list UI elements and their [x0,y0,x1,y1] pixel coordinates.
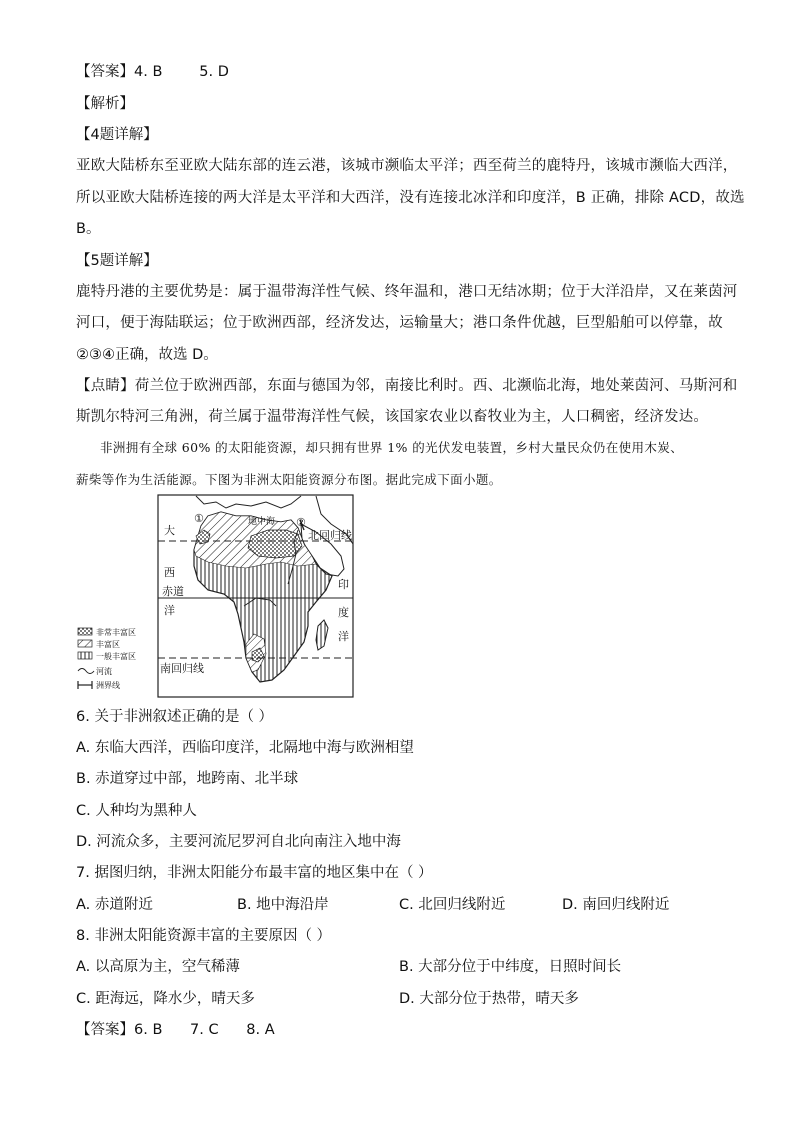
legend-label-very-rich: 非常丰富区 [96,628,136,637]
q8-option-c: C. 距海远，降水少，晴天多 [76,991,255,1007]
label-indian-2: 度 [338,606,349,619]
label-marker-1: ① [194,512,204,525]
q8-stem: 8. 非洲太阳能资源丰富的主要原因（ ） [76,928,332,944]
map-legend [78,627,136,690]
q6-option-c: C. 人种均为黑种人 [76,803,197,819]
legend-label-rich: 丰富区 [96,640,120,649]
legend-swatch-very-rich [78,628,92,635]
q7-stem: 7. 据图归纳，非洲太阳能分布最丰富的地区集中在（ ） [76,865,433,881]
q7-option-b: B. 地中海沿岸 [237,897,329,913]
legend-swatch-rich [78,640,92,647]
answer-text-2: 6. B 7. C 8. A [134,1022,275,1038]
answer-tag: 【答案】 [76,64,134,80]
analysis-title: 【解析】 [76,96,134,112]
q6-option-d: D. 河流众多，主要河流尼罗河自北向南注入地中海 [76,834,401,850]
legend-label-river: 河流 [96,667,112,676]
q4-line-2: 所以亚欧大陆桥连接的两大洋是太平洋和大西洋，没有连接北冰洋和印度洋，B 正确，排除 ACD，故选 [76,190,745,206]
label-atlantic-2: 西 [164,566,175,579]
label-tropic-north: 北回归线 [308,529,352,542]
label-atlantic-1: 大 [164,524,175,537]
label-mediterranean: 地中海 [248,517,276,527]
q7-option-a: A. 赤道附近 [76,897,153,913]
legend-swatch-river [78,669,94,674]
q8-option-a: A. 以高原为主，空气稀薄 [76,959,240,975]
q4-title: 【4题详解】 [76,127,158,143]
legend-label-general: 一般丰富区 [96,652,136,661]
label-atlantic-3: 洋 [164,604,175,617]
label-marker-2: ② [296,516,306,529]
africa-solar-map [76,494,356,699]
q5-line-2: 河口，便于海陆联运；位于欧洲西部，经济发达，运输量大；港口条件优越，巨型船舶可以停靠，故 [76,315,723,331]
label-tropic-south: 南回归线 [160,662,204,675]
tips-line-2: 斯凯尔特河三角洲，荷兰属于温带海洋性气候，该国家农业以畜牧业为主，人口稠密，经济发达。 [76,409,709,425]
q6-stem: 6. 关于非洲叙述正确的是（ ） [76,709,274,725]
answer-text: 4. B 5. D [134,64,229,80]
answer-line-1 [76,62,229,82]
label-indian-3: 洋 [338,630,349,643]
label-equator: 赤道 [162,585,184,598]
answer-line-2 [76,1020,275,1040]
legend-label-boundary: 洲界线 [96,681,120,690]
q8-option-d: D. 大部分位于热带，晴天多 [399,991,579,1007]
tips-line-1: 【点睛】荷兰位于欧洲西部，东面与德国为邻，南接比利时。西、北濒临北海，地处莱茵河、马斯河和 [76,378,738,394]
q4-line-1: 亚欧大陆桥东至亚欧大陆东部的连云港，该城市濒临太平洋；西至荷兰的鹿特丹，该城市濒临大西洋， [76,158,738,174]
q5-title: 【5题详解】 [76,253,158,269]
q8-option-b: B. 大部分位于中纬度，日照时间长 [399,959,622,975]
intro-line-1: 非洲拥有全球 60% 的太阳能资源，却只拥有世界 1% 的光伏发电装置，乡村大量民众仍在使用木炭、 [100,440,684,455]
q6-option-a: A. 东临大西洋，西临印度洋，北隔地中海与欧洲相望 [76,740,414,756]
legend-swatch-boundary [78,681,92,689]
label-indian-1: 印 [338,578,349,591]
answer-tag-2: 【答案】 [76,1022,134,1038]
legend-swatch-general [78,652,92,659]
q6-option-b: B. 赤道穿过中部，地跨南、北半球 [76,771,299,787]
q5-line-3: ②③④正确，故选 D。 [76,347,218,363]
q7-option-c: C. 北回归线附近 [399,897,506,913]
intro-line-2: 薪柴等作为生活能源。下图为非洲太阳能资源分布图。据此完成下面小题。 [76,472,502,487]
q5-line-1: 鹿特丹港的主要优势是：属于温带海洋性气候、终年温和，港口无结冰期；位于大洋沿岸，又在莱茵河 [76,284,738,300]
q4-line-3: B。 [76,221,101,237]
q7-option-d: D. 南回归线附近 [562,897,670,913]
